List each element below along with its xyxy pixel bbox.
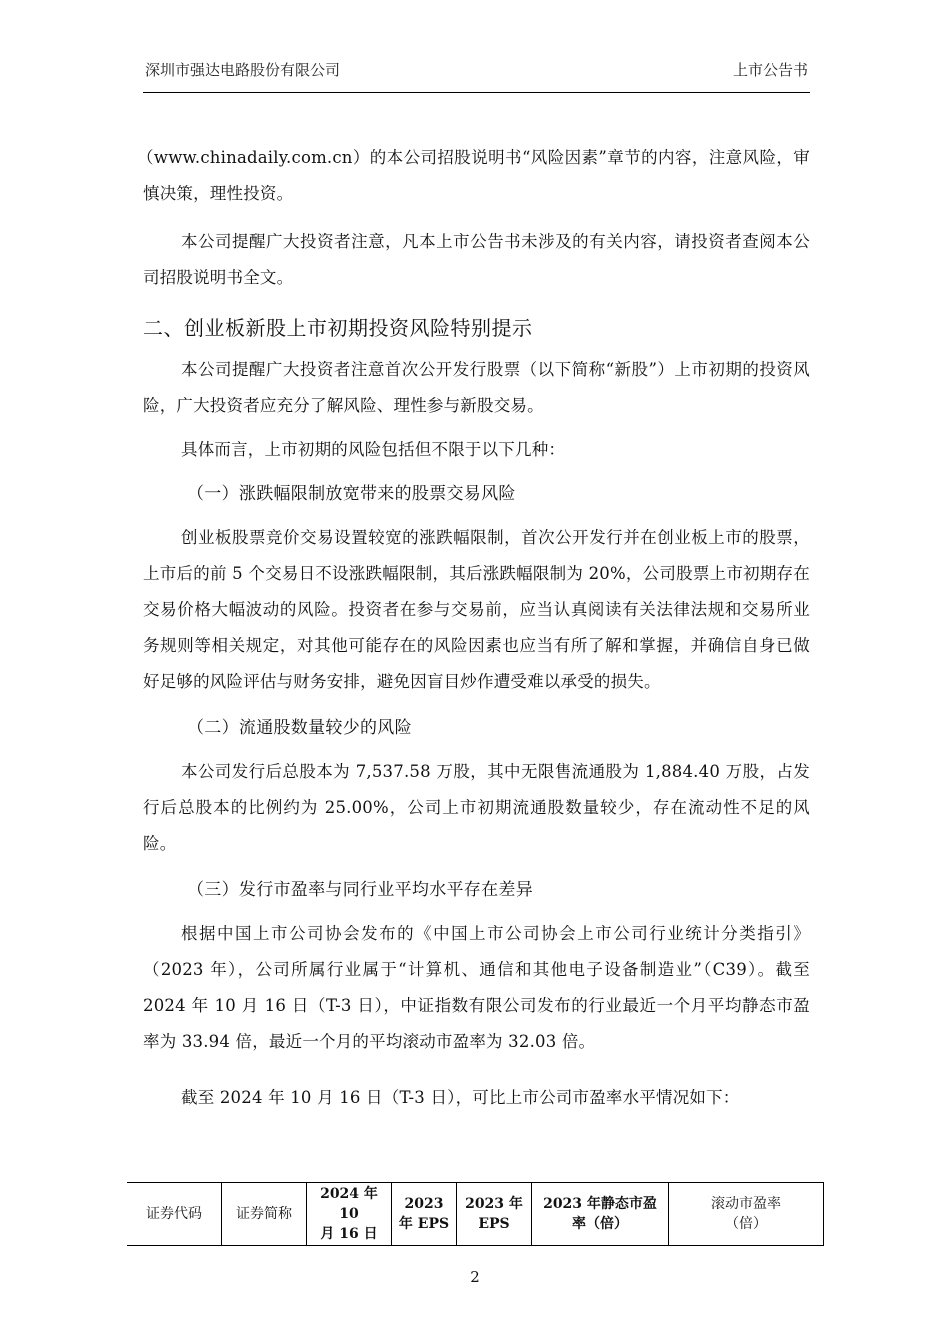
paragraph: 本公司发行后总股本为 7,537.58 万股，其中无限售流通股为 1,884.40 万股，占发行后总股本的比例约为 25.00%，公司上市初期流通股数量较少，存在流动性不足的风险。 [143, 762, 810, 853]
document-body [137, 140, 810, 1116]
paragraph: 本公司提醒广大投资者注意，凡本上市公告书未涉及的有关内容，请投资者查阅本公司招股说明书全文。 [143, 232, 810, 287]
table-header-row [127, 1183, 824, 1246]
comparable-pe-table [127, 1182, 824, 1246]
paragraph: 截至 2024 年 10 月 16 日（T-3 日），可比上市公司市盈率水平情况如下： [181, 1088, 740, 1107]
table-header-cell: 2023 年 EPS [457, 1183, 532, 1246]
table-header-cell: 2024 年 10 月 16 日 [307, 1183, 392, 1246]
page-header [143, 58, 810, 93]
subsection-heading: （三）发行市盈率与同行业平均水平存在差异 [187, 880, 533, 900]
table-header-cell: 证券代码 [127, 1183, 222, 1246]
subsection-heading: （二）流通股数量较少的风险 [187, 718, 412, 738]
table-header-cell: 证券简称 [222, 1183, 307, 1246]
subsection-heading: （一）涨跌幅限制放宽带来的股票交易风险 [187, 484, 516, 504]
header-company-name: 深圳市强达电路股份有限公司 [145, 61, 341, 79]
page-number: 2 [470, 1268, 480, 1286]
header-document-type: 上市公告书 [732, 61, 808, 79]
table-header-cell: 滚动市盈率 （倍） [669, 1183, 824, 1246]
paragraph: 创业板股票竞价交易设置较宽的涨跌幅限制，首次公开发行并在创业板上市的股票，上市后的前 5 个交易日不设涨跌幅限制，其后涨跌幅限制为 20%，公司股票上市初期存在交易价格大幅波动的风险。投资者在参与交易前，应当认真阅读有关法律法规和交易所业务规则等相关规定，对其他可能存在的风险因素也应当有所了解和掌握，并确信自身已做好足够的风险评估与财务安排，避免因盲目炒作遭受难以承受的损失。 [143, 528, 810, 691]
paragraph: 根据中国上市公司协会发布的《中国上市公司协会上市公司行业统计分类指引》（2023 年），公司所属行业属于“计算机、通信和其他电子设备制造业”（C39）。截至 2024 年 10 月 16 日（T-3 日），中证指数有限公司发布的行业最近一个月平均静态市盈率为 33.94 倍，最近一个月的平均滚动市盈率为 32.03 倍。 [143, 924, 810, 1051]
section-heading: 二、创业板新股上市初期投资风险特别提示 [143, 316, 533, 340]
paragraph: 具体而言，上市初期的风险包括但不限于以下几种： [181, 440, 566, 459]
paragraph: （www.chinadaily.com.cn）的本公司招股说明书“风险因素”章节的内容，注意风险，审慎决策，理性投资。 [137, 148, 810, 203]
paragraph: 本公司提醒广大投资者注意首次公开发行股票（以下简称“新股”）上市初期的投资风险，广大投资者应充分了解风险、理性参与新股交易。 [143, 360, 810, 415]
table-header-cell: 2023 年静态市盈 率（倍） [532, 1183, 669, 1246]
table-header-cell: 2023 年 EPS [392, 1183, 457, 1246]
